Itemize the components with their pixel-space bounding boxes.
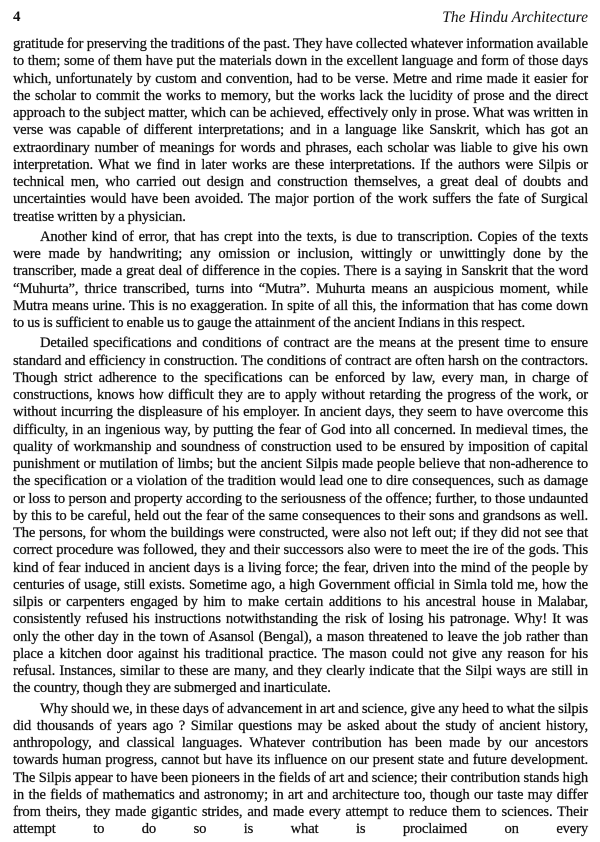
page-body (13, 36, 588, 839)
paragraph-1: gratitude for preserving the traditions of the past. They have collected whatever information available to them; some of them have put the materials down in the excellent language and form of those days which, unfortunately by custom and convention, had to be verse. Metre and rime made it easier for the scholar to commit the works to memory, but the works lack the lucidity of prose and the direct approach to the subject matter, which can be achieved, effectively only in prose. What was written in verse was capable of different interpretations; and in a language like Sanskrit, which has got an extraordinary number of meanings for words and phrases, each scholar was liable to give his own interpretation. What we find in later works are these interpretations. If the authors were Silpis or technical men, who carried out design and construction themselves, a great deal of doubts and uncertainties would have been avoided. The major portion of the work suffers the fate of Surgical treatise written by a physician. (13, 36, 588, 225)
book-page (13, 0, 588, 842)
paragraph-4: Why should we, in these days of advancement in art and science, give any heed to what the silpis did thousands of years ago ? Similar questions may be asked about the study of ancient history, anthropology, and classical languages. Whatever contribution has been made by our ancestors towards human progress, cannot but have its influence on our present state and future development. The Silpis appear to have been pioneers in the fields of art and science; their contribution stands high in the fields of mathematics and astronomy; in art and architecture too, though our taste may differ from theirs, they made gigantic strides, and made every attempt to reduce them to sciences. Their attempt to do so is what is proclaimed on every (13, 700, 588, 838)
page-header (13, 0, 588, 36)
paragraph-3: Detailed specifications and conditions of contract are the means at the present time to ensure standard and efficiency in construction. The conditions of contract are often harsh on the contractors. Though strict adherence to the specifications can be enforced by law, every man, in charge of constructions, knows how difficult they are to apply without retarding the progress of the work, or without incurring the displeasure of his employer. In ancient days, they seem to have overcome this difficulty, in an ingenious way, by putting the fear of God into all concerned. In medieval times, the quality of workmanship and soundness of construction used to be ensured by imposition of capital punishment or mutilation of limbs; but the ancient Silpis made people believe that non-adherence to the specification or a violation of the tradition would lead one to dire consequences, such as damage or loss to person and property according to the seriousness of the offence; further, to those undaunted by this to be careful, held out the fear of the same consequences to their sons and grandsons as well. The persons, for whom the buildings were constructed, were also not left out; if they did not see that correct procedure was followed, they and their successors also were to meet the ire of the gods. This kind of fear induced in ancient days is a living force; the fear, driven into the mind of the people by centuries of usage, still exists. Sometime ago, a high Government official in Simla told me, how the silpis or carpenters engaged by him to make certain additions to his ancestral house in Malabar, consistently refused his instructions notwithstanding the risk of losing his patronage. Why! It was only the other day in the town of Asansol (Bengal), a mason threatened to leave the job rather than place a kitchen door against his traditional practice. The mason could not give any reason for his refusal. Instances, similar to these are many, and they clearly indicate that the Silpi ways are still in the country, though they are submerged and inarticulate. (13, 335, 588, 697)
page-number: 4 (13, 9, 21, 25)
paragraph-2: Another kind of error, that has crept into the texts, is due to transcription. Copies of the texts were made by handwriting; any omission or inclusion, wittingly or unwittingly done by the transcriber, made a great deal of difference in the copies. There is a saying in Sanskrit that the word “Muhurta”, thrice transcribed, turns into “Mutra”. Muhurta means an auspicious moment, while Mutra means urine. This is no exaggeration. In spite of all this, the information that has come down to us is sufficient to enable us to gauge the attainment of the ancient Indians in this respect. (13, 228, 588, 331)
running-title: The Hindu Architecture (442, 9, 588, 26)
